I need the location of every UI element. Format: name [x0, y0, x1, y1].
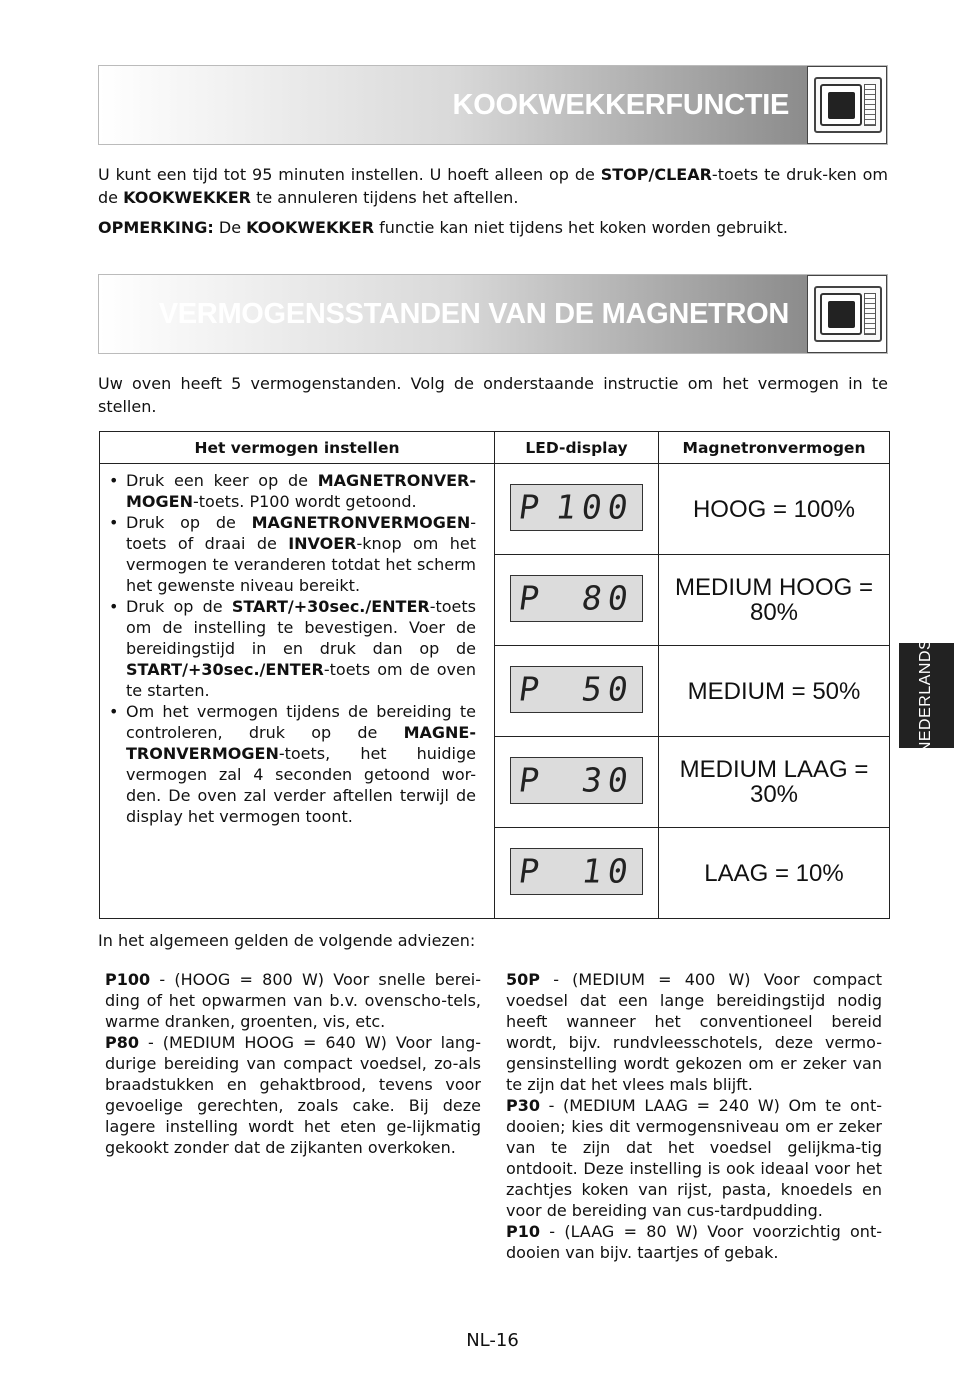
microwave-icon — [814, 286, 882, 342]
advice-p100: P100 - (HOOG = 800 W) Voor snelle berei-ding of het opwarmen van b.v. ovenscho-tels, warme dranken, groenten, vis, etc. — [105, 970, 481, 1031]
instruction-step: • Om het vermogen tijdens de bereiding te controleren, druk op de MAGNE-TRONVERMOGEN-toets, het huidige vermogen zal 4 seconden getoond wor-den. De oven zal verder aftellen terwijl de display het vermogen toont. — [108, 701, 476, 827]
led-display: P 50 — [510, 666, 643, 713]
page-number: NL-16 — [466, 1330, 519, 1351]
instructions-cell — [100, 464, 495, 919]
section-title: KOOKWEKKERFUNCTIE — [452, 89, 789, 121]
instruction-step: • Druk op de MAGNETRONVERMOGEN-toets of draai de INVOER-knop om het vermogen te veranderen totdat het scherm het gewenste niveau bereikt. — [108, 512, 476, 596]
power-levels-table — [99, 431, 890, 919]
kookwekker-note: OPMERKING: De KOOKWEKKER functie kan niet tijdens het koken worden gebruikt. — [98, 218, 788, 237]
advice-column-right — [506, 969, 882, 1263]
advice-p50: 50P - (MEDIUM = 400 W) Voor compact voedsel dat een lange bereidingstijd nodig heeft wanneer het conventioneel bereid wordt, bijv. rundvleesschotels, deze vermo-gensinstelling wordt gekozen om er zeker van te zijn dat het vlees mals blijft. — [506, 970, 882, 1094]
advice-p80: P80 - (MEDIUM HOOG = 640 W) Voor lang-durige bereiding van compact voedsel, zo-als braadstukken en gehaktbrood, tevens voor gevoelige gerechten, zoals cake. Bij deze lagere instelling wordt het eten ge-lijkmatig gekookt zonder dat de zijkanten overkoken. — [105, 1033, 481, 1157]
led-display: P 10 — [510, 848, 643, 895]
power-level-label: LAAG = 10% — [659, 828, 890, 919]
power-level-label: MEDIUM LAAG = 30% — [659, 737, 890, 828]
advice-p30: P30 - (MEDIUM LAAG = 240 W) Om te ont-dooien; kies dit vermogensniveau om er zeker van te zijn dat het voedsel gelijkma-tig ontdooit. Deze instelling is ook ideaal voor het zachtjes koken van rijst, pasta, knoedels en voor de bereiding van cus-tardpudding. — [506, 1096, 882, 1220]
power-level-label: MEDIUM HOOG = 80% — [659, 555, 890, 646]
table-header: Het vermogen instellen — [100, 432, 495, 464]
vermogen-intro: Uw oven heeft 5 vermogenstanden. Volg de onderstaande instructie om het vermogen in te stellen. — [98, 374, 888, 416]
power-level-label: MEDIUM = 50% — [659, 646, 890, 737]
language-tab: NEDERLANDS — [899, 643, 954, 748]
led-display: P 100 — [510, 484, 643, 531]
section-banner-vermogen — [98, 274, 888, 354]
instruction-step: • Druk op de START/+30sec./ENTER-toets om de instelling te bevestigen. Voer de bereidingstijd in en druk dan op de START/+30sec./ENTER-toets om de oven te starten. — [108, 596, 476, 701]
section-title: VERMOGENSSTANDEN VAN DE MAGNETRON — [158, 298, 789, 330]
instruction-step: • Druk een keer op de MAGNETRONVER-MOGEN-toets. P100 wordt getoond. — [108, 470, 476, 512]
power-level-label: HOOG = 100% — [659, 464, 890, 555]
led-display: P 80 — [510, 575, 643, 622]
microwave-icon — [814, 77, 882, 133]
led-display: P 30 — [510, 757, 643, 804]
section-banner-kookwekker — [98, 65, 888, 145]
advice-p10: P10 - (LAAG = 80 W) Voor voorzichtig ont-dooien van bijv. taartjes of gebak. — [506, 1222, 882, 1262]
advice-intro: In het algemeen gelden de volgende adviezen: — [98, 931, 476, 950]
advice-column-left — [105, 969, 481, 1158]
table-header: LED-display — [495, 432, 659, 464]
table-header: Magnetronvermogen — [659, 432, 890, 464]
kookwekker-description: U kunt een tijd tot 95 minuten instellen. U hoeft alleen op de STOP/CLEAR-toets te druk-ken om de KOOKWEKKER te annuleren tijdens het aftellen. — [98, 165, 888, 207]
